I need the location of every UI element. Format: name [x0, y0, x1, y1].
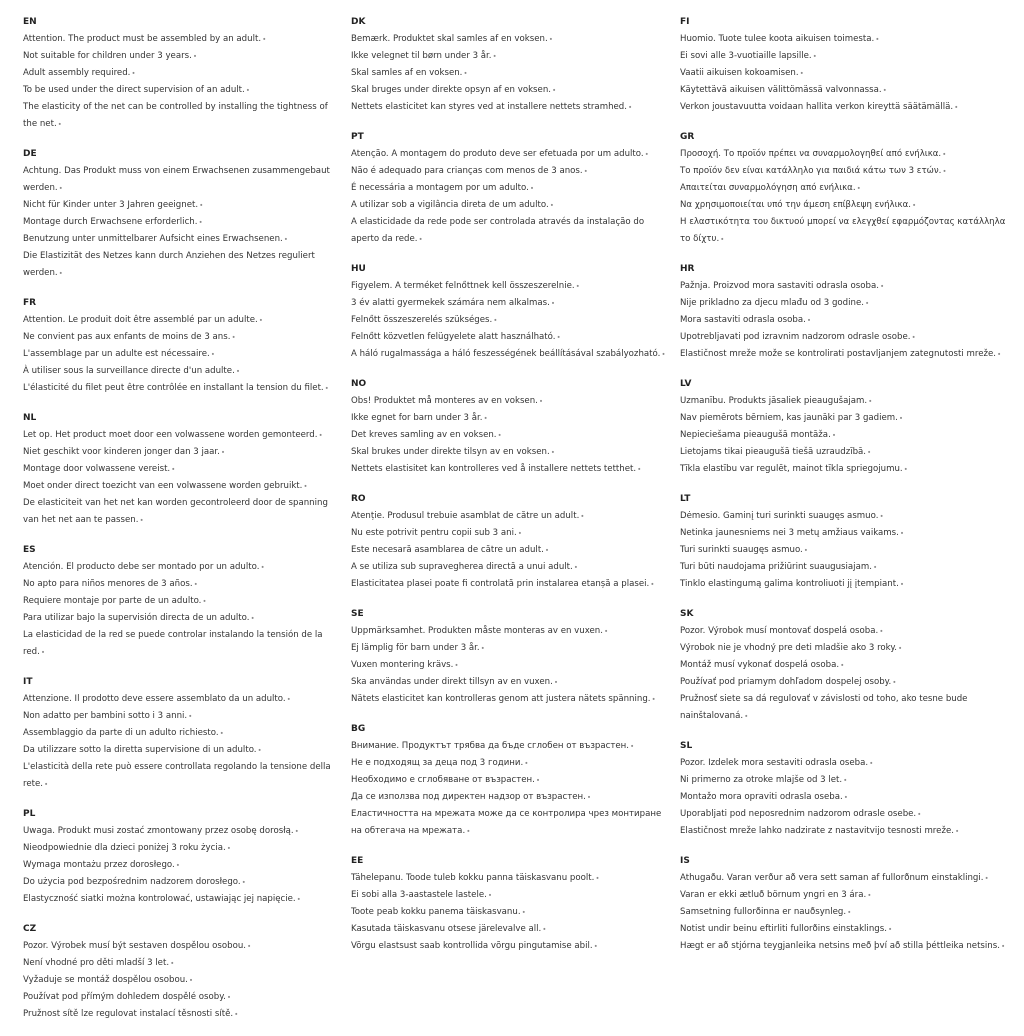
- section-spacer: [23, 661, 341, 674]
- language-code-heading: IT: [23, 677, 33, 687]
- language-section-en: [23, 14, 341, 146]
- language-code-heading: LV: [680, 379, 692, 389]
- warning-line: Pružnost sítě lze regulovat instalací těsnosti sítě. ∙: [23, 1006, 341, 1023]
- warning-line: Det kreves samling av en voksen. ∙: [351, 427, 669, 444]
- warning-line: Používat pod přímým dohledem dospělé osoby. ∙: [23, 989, 341, 1006]
- warning-line: Ska användas under direkt tillsyn av en vuxen. ∙: [351, 674, 669, 691]
- language-code-heading: FR: [23, 298, 37, 308]
- warning-line: Dėmesio. Gaminį turi surinkti suaugęs asmuo. ∙: [680, 508, 1010, 525]
- warning-line: Nettets elasticitet kan styres ved at installere nettets stramhed. ∙: [351, 99, 669, 116]
- language-code-heading: DK: [351, 17, 366, 27]
- warning-line: Skal brukes under direkte tilsyn av en voksen. ∙: [351, 444, 669, 461]
- section-spacer: [680, 363, 1010, 376]
- language-code-heading: CZ: [23, 924, 37, 934]
- warning-line: Απαιτείται συναρμολόγηση από ενήλικα. ∙: [680, 180, 1010, 197]
- warning-line: Para utilizar bajo la supervisión directa de un adulto. ∙: [23, 610, 341, 627]
- language-code-heading: LT: [680, 494, 691, 504]
- language-section-fr: [23, 295, 341, 410]
- warning-line: Do użycia pod bezpośrednim nadzorem dorosłego. ∙: [23, 874, 341, 891]
- warning-line: A se utiliza sub supravegherea directă a unui adult. ∙: [351, 559, 669, 576]
- language-code-heading: EE: [351, 856, 364, 866]
- language-code-heading: GR: [680, 132, 695, 142]
- warning-line: Ikke egnet for barn under 3 år. ∙: [351, 410, 669, 427]
- warning-line: Nu este potrivit pentru copii sub 3 ani. ∙: [351, 525, 669, 542]
- warning-line: Wymaga montażu przez dorosłego. ∙: [23, 857, 341, 874]
- warning-line: 3 év alatti gyermekek számára nem alkalmas. ∙: [351, 295, 669, 312]
- warning-line: Да се използва под директен надзор от възрастен. ∙: [351, 789, 669, 806]
- warning-line: Notist undir beinu eftirliti fullorðins einstaklings. ∙: [680, 921, 1010, 938]
- warning-line: A utilizar sob a vigilância direta de um adulto. ∙: [351, 197, 669, 214]
- language-section-sl: [680, 738, 1010, 853]
- warning-line: Pozor. Výrobek musí být sestaven dospělou osobou. ∙: [23, 938, 341, 955]
- warning-line: Nije prikladno za djecu mlađu od 3 godine. ∙: [680, 295, 1010, 312]
- warning-line: É necessária a montagem por um adulto. ∙: [351, 180, 669, 197]
- warning-line: Nätets elasticitet kan kontrolleras genom att justera nätets spänning. ∙: [351, 691, 669, 708]
- section-spacer: [23, 793, 341, 806]
- warning-line: Atención. El producto debe ser montado por un adulto. ∙: [23, 559, 341, 576]
- warning-line: Moet onder direct toezicht van een volwassene worden gebruikt. ∙: [23, 478, 341, 495]
- warning-line: Uporabljati pod neposrednim nadzorom odrasle osebe. ∙: [680, 806, 1010, 823]
- language-section-fi: [680, 14, 1010, 129]
- warning-line: Let op. Het product moet door een volwassene worden gemonteerd. ∙: [23, 427, 341, 444]
- language-section-nl: [23, 410, 341, 542]
- section-spacer: [23, 133, 341, 146]
- warning-line: Huomio. Tuote tulee koota aikuisen toimesta. ∙: [680, 31, 1010, 48]
- warning-line: Uppmärksamhet. Produkten måste monteras av en vuxen. ∙: [351, 623, 669, 640]
- warning-line: Ne convient pas aux enfants de moins de 3 ans. ∙: [23, 329, 341, 346]
- warning-line: Kasutada täiskasvanu otsese järelevalve all. ∙: [351, 921, 669, 938]
- language-section-lt: [680, 491, 1010, 606]
- warning-line: Να χρησιμοποιείται υπό την άμεση επίβλεψη ενήλικα. ∙: [680, 197, 1010, 214]
- warning-line: A háló rugalmassága a háló feszességének beállításával szabályozható. ∙: [351, 346, 669, 363]
- language-section-sk: [680, 606, 1010, 738]
- warning-line: Not suitable for children under 3 years. ∙: [23, 48, 341, 65]
- warning-line: Elastičnost mreže lahko nadzirate z nastavitvijo tesnosti mreže. ∙: [680, 823, 1010, 840]
- section-spacer: [351, 708, 669, 721]
- language-code-heading: IS: [680, 856, 690, 866]
- language-code-heading: RO: [351, 494, 366, 504]
- warning-line: Non adatto per bambini sotto i 3 anni. ∙: [23, 708, 341, 725]
- warning-line: Elasticitatea plasei poate fi controlată prin instalarea etanșă a plasei. ∙: [351, 576, 669, 593]
- warning-line: Ni primerno za otroke mlajše od 3 let. ∙: [680, 772, 1010, 789]
- warning-line: Benutzung unter unmittelbarer Aufsicht eines Erwachsenen. ∙: [23, 231, 341, 248]
- warning-line: Käytettävä aikuisen välittömässä valvonnassa. ∙: [680, 82, 1010, 99]
- warning-line: Προσοχή. Το προϊόν πρέπει να συναρμολογηθεί από ενήλικα. ∙: [680, 146, 1010, 163]
- warning-line: Nav piemērots bērniem, kas jaunāki par 3 gadiem. ∙: [680, 410, 1010, 427]
- warning-line: Není vhodné pro děti mladší 3 let. ∙: [23, 955, 341, 972]
- section-spacer: [680, 840, 1010, 853]
- warning-line: Ei sovi alle 3-vuotiaille lapsille. ∙: [680, 48, 1010, 65]
- warning-line: Toote peab kokku panema täiskasvanu. ∙: [351, 904, 669, 921]
- warning-line: Bemærk. Produktet skal samles af en voksen. ∙: [351, 31, 669, 48]
- warning-line: Pozor. Výrobok musí montovať dospelá osoba. ∙: [680, 623, 1010, 640]
- warning-line: Skal samles af en voksen. ∙: [351, 65, 669, 82]
- language-code-heading: SE: [351, 609, 364, 619]
- section-spacer: [680, 593, 1010, 606]
- section-spacer: [23, 397, 341, 410]
- warning-line: Ei sobi alla 3-aastastele lastele. ∙: [351, 887, 669, 904]
- warning-line: Felnőtt összeszerelés szükséges. ∙: [351, 312, 669, 329]
- warning-line: Verkon joustavuutta voidaan hallita verkon kireyttä säätämällä. ∙: [680, 99, 1010, 116]
- language-code-heading: DE: [23, 149, 37, 159]
- warning-line: Montage durch Erwachsene erforderlich. ∙: [23, 214, 341, 231]
- warning-line: Võrgu elastsust saab kontrollida võrgu pingutamise abil. ∙: [351, 938, 669, 955]
- warning-line: Athugaðu. Varan verður að vera sett saman af fullorðnum einstaklingi. ∙: [680, 870, 1010, 887]
- warning-line: Vaatii aikuisen kokoamisen. ∙: [680, 65, 1010, 82]
- section-spacer: [351, 248, 669, 261]
- warning-line: L'assemblage par un adulte est nécessaire. ∙: [23, 346, 341, 363]
- warning-line: Obs! Produktet må monteres av en voksen. ∙: [351, 393, 669, 410]
- section-spacer: [351, 955, 669, 968]
- warning-line: Не е подходящ за деца под 3 години. ∙: [351, 755, 669, 772]
- language-code-heading: NO: [351, 379, 367, 389]
- language-section-pl: [23, 806, 341, 921]
- warning-line: Este necesară asamblarea de către un adult. ∙: [351, 542, 669, 559]
- section-spacer: [351, 478, 669, 491]
- warning-line: Η ελαστικότητα του δικτυού μπορεί να ελεγχθεί εφαρμόζοντας κατάλληλα το δίχτυ. ∙: [680, 214, 1010, 248]
- warning-line: À utiliser sous la surveillance directe d'un adulte. ∙: [23, 363, 341, 380]
- section-spacer: [680, 955, 1010, 968]
- language-section-it: [23, 674, 341, 806]
- warning-line: Vuxen montering krävs. ∙: [351, 657, 669, 674]
- language-section-es: [23, 542, 341, 674]
- warning-line: Tinklo elastingumą galima kontroliuoti jį įtempiant. ∙: [680, 576, 1010, 593]
- language-code-heading: ES: [23, 545, 36, 555]
- language-section-hr: [680, 261, 1010, 376]
- warning-line: Atenção. A montagem do produto deve ser efetuada por um adulto. ∙: [351, 146, 669, 163]
- section-spacer: [680, 725, 1010, 738]
- warning-line: Elastyczność siatki można kontrolować, ustawiając jej napięcie. ∙: [23, 891, 341, 908]
- warning-line: L'elasticità della rete può essere controllata regolando la tensione della rete. ∙: [23, 759, 341, 793]
- warning-line: L'élasticité du filet peut être contrôlée en installant la tension du filet. ∙: [23, 380, 341, 397]
- warning-line: Nepieciešama pieaugušā montāža. ∙: [680, 427, 1010, 444]
- section-spacer: [351, 840, 669, 853]
- warning-line: Nettets elastisitet kan kontrolleres ved å installere nettets tetthet. ∙: [351, 461, 669, 478]
- section-spacer: [680, 248, 1010, 261]
- section-spacer: [23, 529, 341, 542]
- warning-line: Assemblaggio da parte di un adulto richiesto. ∙: [23, 725, 341, 742]
- warning-line: Tähelepanu. Toode tuleb kokku panna täiskasvanu poolt. ∙: [351, 870, 669, 887]
- language-code-heading: EN: [23, 17, 37, 27]
- warning-line: Requiere montaje por parte de un adulto. ∙: [23, 593, 341, 610]
- language-section-hu: [351, 261, 669, 376]
- warning-line: Výrobok nie je vhodný pre deti mladšie ako 3 roky. ∙: [680, 640, 1010, 657]
- warning-line: De elasticiteit van het net kan worden gecontroleerd door de spanning van het net aan te passen. ∙: [23, 495, 341, 529]
- warning-line: Nicht für Kinder unter 3 Jahren geeignet. ∙: [23, 197, 341, 214]
- section-spacer: [23, 282, 341, 295]
- section-spacer: [351, 116, 669, 129]
- language-section-bg: [351, 721, 669, 853]
- warning-line: Netinka jaunesniems nei 3 metų amžiaus vaikams. ∙: [680, 525, 1010, 542]
- language-section-cz: [23, 921, 341, 1036]
- language-code-heading: PL: [23, 809, 36, 819]
- language-code-heading: BG: [351, 724, 366, 734]
- section-spacer: [23, 1023, 341, 1036]
- language-section-is: [680, 853, 1010, 968]
- warning-line: Еластичността на мрежата може да се контролира чрез монтиране на обтегача на мрежата. ∙: [351, 806, 669, 840]
- warning-line: Pažnja. Proizvod mora sastaviti odrasla osoba. ∙: [680, 278, 1010, 295]
- warning-line: Figyelem. A terméket felnőttnek kell összeszerelnie. ∙: [351, 278, 669, 295]
- warning-line: Το προϊόν δεν είναι κατάλληλο για παιδιά κάτω των 3 ετών. ∙: [680, 163, 1010, 180]
- language-code-heading: SL: [680, 741, 693, 751]
- warning-line: Uzmanību. Produkts jāsaliek pieaugušajam. ∙: [680, 393, 1010, 410]
- warning-line: Vyžaduje se montáž dospělou osobou. ∙: [23, 972, 341, 989]
- warning-line: To be used under the direct supervision of an adult. ∙: [23, 82, 341, 99]
- warning-line: Upotrebljavati pod izravnim nadzorom odrasle osobe. ∙: [680, 329, 1010, 346]
- language-section-ee: [351, 853, 669, 968]
- warning-line: Внимание. Продуктът трябва да бъде сглобен от възрастен. ∙: [351, 738, 669, 755]
- column-middle: [351, 14, 669, 968]
- warning-line: Používať pod priamym dohľadom dospelej osoby. ∙: [680, 674, 1010, 691]
- warning-line: Lietojams tikai pieaugušā tiešā uzraudzībā. ∙: [680, 444, 1010, 461]
- language-section-lv: [680, 376, 1010, 491]
- language-section-dk: [351, 14, 669, 129]
- warning-line: A elasticidade da rede pode ser controlada através da instalação do aperto da rede. ∙: [351, 214, 669, 248]
- column-left: [23, 14, 341, 1036]
- warning-line: Samsetning fullorðinna er nauðsynleg. ∙: [680, 904, 1010, 921]
- language-section-se: [351, 606, 669, 721]
- warning-line: Ej lämplig för barn under 3 år. ∙: [351, 640, 669, 657]
- warning-line: Pružnosť siete sa dá regulovať v závislosti od toho, ako tesne bude nainštalovaná. ∙: [680, 691, 1010, 725]
- language-code-heading: HR: [680, 264, 695, 274]
- warning-line: Hægt er að stjórna teygjanleika netsins með því að stilla þéttleika netsins. ∙: [680, 938, 1010, 955]
- warning-line: Die Elastizität des Netzes kann durch Anziehen des Netzes reguliert werden. ∙: [23, 248, 341, 282]
- warning-line: Turi surinkti suaugęs asmuo. ∙: [680, 542, 1010, 559]
- warning-line: Montažo mora opraviti odrasla oseba. ∙: [680, 789, 1010, 806]
- warning-line: La elasticidad de la red se puede controlar instalando la tensión de la red. ∙: [23, 627, 341, 661]
- language-section-de: [23, 146, 341, 295]
- section-spacer: [351, 593, 669, 606]
- section-spacer: [680, 478, 1010, 491]
- warning-line: No apto para niños menores de 3 años. ∙: [23, 576, 341, 593]
- section-spacer: [351, 363, 669, 376]
- warning-line: Uwaga. Produkt musi zostać zmontowany przez osobę dorosłą. ∙: [23, 823, 341, 840]
- warning-line: Необходимо е сглобяване от възрастен. ∙: [351, 772, 669, 789]
- language-code-heading: FI: [680, 17, 690, 27]
- warning-line: Attention. The product must be assembled by an adult. ∙: [23, 31, 341, 48]
- warning-line: Ikke velegnet til børn under 3 år. ∙: [351, 48, 669, 65]
- warning-line: Da utilizzare sotto la diretta supervisione di un adulto. ∙: [23, 742, 341, 759]
- language-code-heading: SK: [680, 609, 694, 619]
- warning-line: Elastičnost mreže može se kontrolirati postavljanjem zategnutosti mreže. ∙: [680, 346, 1010, 363]
- warning-line: Achtung. Das Produkt muss von einem Erwachsenen zusammengebaut werden. ∙: [23, 163, 341, 197]
- language-code-heading: NL: [23, 413, 37, 423]
- warning-line: Niet geschikt voor kinderen jonger dan 3 jaar. ∙: [23, 444, 341, 461]
- language-section-gr: [680, 129, 1010, 261]
- warning-line: Skal bruges under direkte opsyn af en voksen. ∙: [351, 82, 669, 99]
- warning-line: Mora sastaviti odrasla osoba. ∙: [680, 312, 1010, 329]
- language-section-ro: [351, 491, 669, 606]
- section-spacer: [680, 116, 1010, 129]
- warning-line: Pozor. Izdelek mora sestaviti odrasla oseba. ∙: [680, 755, 1010, 772]
- column-right: [680, 14, 1010, 968]
- warning-line: Montáž musí vykonať dospelá osoba. ∙: [680, 657, 1010, 674]
- warning-line: Felnőtt közvetlen felügyelete alatt használható. ∙: [351, 329, 669, 346]
- warning-line: Não é adequado para crianças com menos de 3 anos. ∙: [351, 163, 669, 180]
- warning-line: Atenție. Produsul trebuie asamblat de către un adult. ∙: [351, 508, 669, 525]
- warning-line: Attention. Le produit doit être assemblé par un adulte. ∙: [23, 312, 341, 329]
- warning-line: Montage door volwassene vereist. ∙: [23, 461, 341, 478]
- warning-line: Turi būti naudojama prižiūrint suaugusiajam. ∙: [680, 559, 1010, 576]
- warning-line: Attenzione. Il prodotto deve essere assemblato da un adulto. ∙: [23, 691, 341, 708]
- language-code-heading: HU: [351, 264, 366, 274]
- warning-line: Tīkla elastību var regulēt, mainot tīkla spriegojumu. ∙: [680, 461, 1010, 478]
- section-spacer: [23, 908, 341, 921]
- warning-line: Adult assembly required. ∙: [23, 65, 341, 82]
- warning-line: Varan er ekki ætluð börnum yngri en 3 ára. ∙: [680, 887, 1010, 904]
- language-section-pt: [351, 129, 669, 261]
- warning-line: The elasticity of the net can be controlled by installing the tightness of the net. ∙: [23, 99, 341, 133]
- language-code-heading: PT: [351, 132, 364, 142]
- warning-line: Nieodpowiednie dla dzieci poniżej 3 roku życia. ∙: [23, 840, 341, 857]
- language-section-no: [351, 376, 669, 491]
